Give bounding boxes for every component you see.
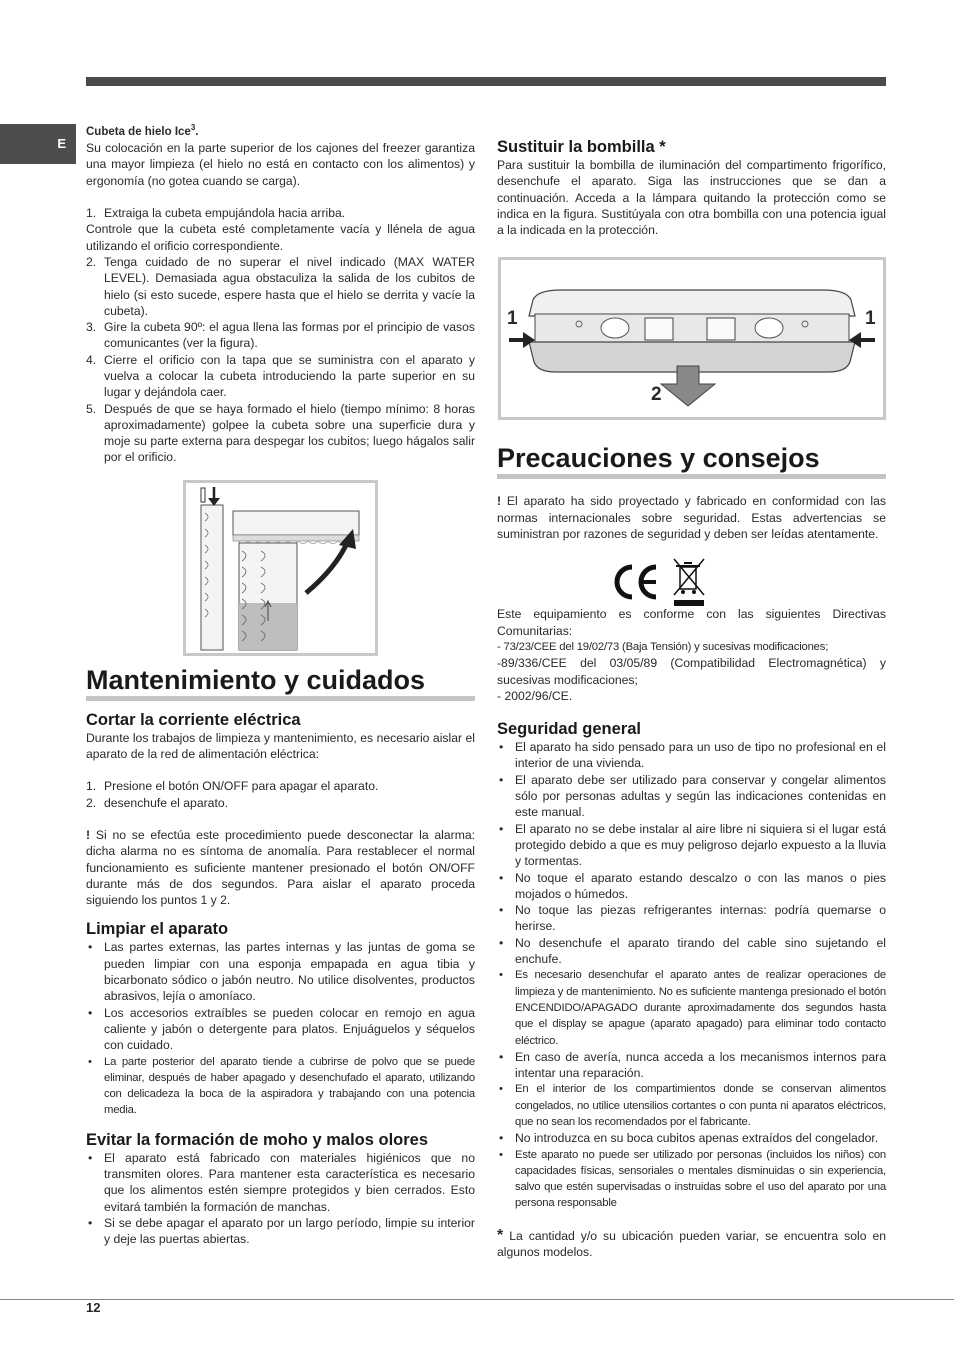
ice-tray-steps xyxy=(86,205,475,466)
ce-mark-icon xyxy=(610,555,710,610)
bulb-label-left: 1 xyxy=(507,308,518,329)
cut-power-warning: ! Si no se efectúa este procedimiento puede desconectar la alarma: dicha alarma no es síntoma de anomalía. Para restablecer el normal funcionamiento es suficiente mantener presionado el botón ON/OFF durante más de dos segundos. Para aislar el aparato proceda siguiendo los puntos 1 y 2. xyxy=(86,827,476,908)
directive-3: - 2002/96/CE. xyxy=(497,688,573,703)
list-item: 4. Cierre el orificio con la tapa que se suministra con el aparato y vuelva a colocar la cubeta introduciendo la parte superior en su lugar y dejándola caer. xyxy=(86,352,475,400)
list-item: Controle que la cubeta esté completamente vacía y llénela de agua utilizando el orificio correspondiente. xyxy=(86,222,475,253)
list-item: • Es necesario desenchufar el aparato antes de realizar operaciones de limpieza y de mantenimiento. No es suficiente mantenga presionado el botón ENCENDIDO/APAGADO durante aproximadamente dos segundos hasta que el display se apague (aparato apagado) para eliminar todo contacto eléctrico. xyxy=(497,967,886,1048)
list-item: • Los accesorios extraíbles se pueden colocar en remojo en agua caliente y jabón o detergente para platos. Enjuáguelos y séquelos con cuidado. xyxy=(86,1005,475,1054)
precautions-heading: Precauciones y consejos xyxy=(497,443,886,479)
clean-heading: Limpiar el aparato xyxy=(86,920,229,939)
header-rule xyxy=(86,77,886,86)
weee-bin-icon xyxy=(674,559,704,606)
mold-heading: Evitar la formación de moho y malos olores xyxy=(86,1130,429,1149)
list-item: • Las partes externas, las partes internas y las juntas de goma se pueden limpiar con una esponja empapada en agua tibia y bicarbonato sódico o jabón neutro. No utilice disolventes, productos abrasivos, lejía o amoníaco. xyxy=(86,939,475,1004)
maintenance-heading: Mantenimiento y cuidados xyxy=(86,665,475,701)
list-item: • No toque las piezas refrigerantes internas: podría quemarse o herirse. xyxy=(497,902,886,935)
list-item: 1. Presione el botón ON/OFF para apagar el aparato. xyxy=(86,779,379,794)
ce-weee-marks xyxy=(610,555,710,610)
ice-tray-figure xyxy=(183,480,378,656)
bulb-text: Para sustituir la bombilla de iluminación del compartimento frigorífico, desenchufe el aparato. Siga las instrucciones que se dan a continuación. Acceda a la lámpara quitando la protección como se indica en la figura. Sustitúyala con otra bombilla con una potencia igual a la indicada en la protección. xyxy=(497,158,886,238)
list-item: • El aparato debe ser utilizado para conservar y congelar alimentos sólo por personas adultas y según las indicaciones contenidas en este manual. xyxy=(497,772,886,821)
list-item: • La parte posterior del aparato tiende a cubrirse de polvo que se puede eliminar, después de haber apagado y desenchufado el aparato, utilizando con delicadeza la boca de la aspiradora y trabajando con una potencia media. xyxy=(86,1054,475,1119)
list-item: • Si se debe apagar el aparato por un largo período, limpie su interior y deje las puertas abiertas. xyxy=(86,1215,475,1248)
ice-tray-title: Cubeta de hielo Ice$^3$. xyxy=(86,123,199,138)
list-item: • No toque el aparato estando descalzo o con las manos o pies mojados o húmedos. xyxy=(497,870,886,903)
list-item: 1. Extraiga la cubeta empujándola hacia arriba. xyxy=(86,206,346,221)
ice-tray-intro: Su colocación en la parte superior de los cajones del freezer garantiza una mayor limpieza (el hielo no está en contacto con los alimentos) y ergonomía (no gotea cuando se carga). xyxy=(86,141,475,188)
list-item: 2. Tenga cuidado de no superar el nivel indicado (MAX WATER LEVEL). Demasiada agua obstaculiza la salida de los cubitos de hielo (si esto sucede, espere hasta que el hielo se derrita y vacíe la cubeta). xyxy=(86,254,475,318)
list-item: • No desenchufe el aparato tirando del cable sino sujetando el enchufe. xyxy=(497,935,886,968)
list-item: • No introduzca en su boca cubitos apenas extraídos del congelador. xyxy=(497,1130,886,1146)
ice-tray-illustration xyxy=(186,483,375,653)
ice-title-superscript: 3 xyxy=(190,123,196,132)
safety-heading: Seguridad general xyxy=(497,720,641,739)
bulb-label-bottom: 2 xyxy=(651,384,662,405)
mold-list xyxy=(86,1150,475,1248)
list-item: • Este aparato no puede ser utilizado por personas (incluidos los niños) con capacidades físicas, sensoriales o mentales disminuidas o sin experiencia, salvo que estén supervisadas o instruidas sobre el uso del aparato por una persona responsable xyxy=(497,1147,886,1212)
cut-power-heading: Cortar la corriente eléctrica xyxy=(86,710,301,729)
cut-power-steps xyxy=(86,778,475,811)
bulb-heading: Sustituir la bombilla * xyxy=(497,138,666,156)
list-item: 2. desenchufe el aparato. xyxy=(86,795,228,810)
footer-rule xyxy=(0,1299,954,1300)
bulb-cover-illustration xyxy=(501,260,883,417)
list-item: • El aparato no se debe instalar al aire libre ni siquiera si el lugar está protegido debido a que es muy peligroso dejarlo expuesto a la lluvia y tormentas. xyxy=(497,821,886,870)
directive-2: -89/336/CEE del 03/05/89 (Compatibilidad Electromagnética) y sucesivas modificaciones; xyxy=(497,656,886,687)
cut-power-intro: Durante los trabajos de limpieza y mantenimiento, es necesario aislar el aparato de la red de alimentación eléctrica: xyxy=(86,730,475,762)
safety-list xyxy=(497,739,886,1212)
footnote: * La cantidad y/o su ubicación pueden variar, se encuentra solo en algunos modelos. xyxy=(497,1226,886,1260)
list-item: • En el interior de los compartimientos donde se conservan alimentos congelados, no utilice utensilios cortantes o con punta ni aparatos eléctricos, que no sean los recomendados por el fabricante. xyxy=(497,1081,886,1130)
bulb-figure xyxy=(498,257,886,420)
list-item: • En caso de avería, nunca acceda a los mecanismos internos para intentar una reparación. xyxy=(497,1049,886,1082)
left-column xyxy=(86,120,475,1247)
clean-list xyxy=(86,939,475,1118)
bulb-label-right: 1 xyxy=(865,308,876,329)
page-number: 12 xyxy=(86,1300,101,1315)
list-item: • El aparato está fabricado con materiales higiénicos que no transmiten olores. Para mantener esta característica es necesario que los alimentos estén siempre protegidos y bien cerrados. Esto evitará también la formación de manchas. xyxy=(86,1150,475,1215)
precautions-intro: ! El aparato ha sido proyectado y fabricado en conformidad con las normas internacionales sobre seguridad. Estas advertencias se suministran por razones de seguridad y deben ser leídas atentamente. xyxy=(497,494,886,542)
list-item: • El aparato ha sido pensado para un uso de tipo no profesional en el interior de una vivienda. xyxy=(497,739,886,772)
directive-1: - 73/23/CEE del 19/02/73 (Baja Tensión) y sucesivas modificaciones; xyxy=(497,640,829,653)
directives-intro: Este equipamiento es conforme con las siguientes Directivas Comunitarias: xyxy=(497,607,886,638)
language-tab: E xyxy=(0,124,76,164)
list-item: 3. Gire la cubeta 90º: el agua llena las formas por el principio de vasos comunicantes (ver la figura). xyxy=(86,320,475,351)
list-item: 5. Después de que se haya formado el hielo (tiempo mínimo: 8 horas aproximadamente) golpee la cubeta sobre una superficie dura y moje su parte externa para despegar los cubitos; luego hágalos salir por el orificio. xyxy=(86,401,475,465)
